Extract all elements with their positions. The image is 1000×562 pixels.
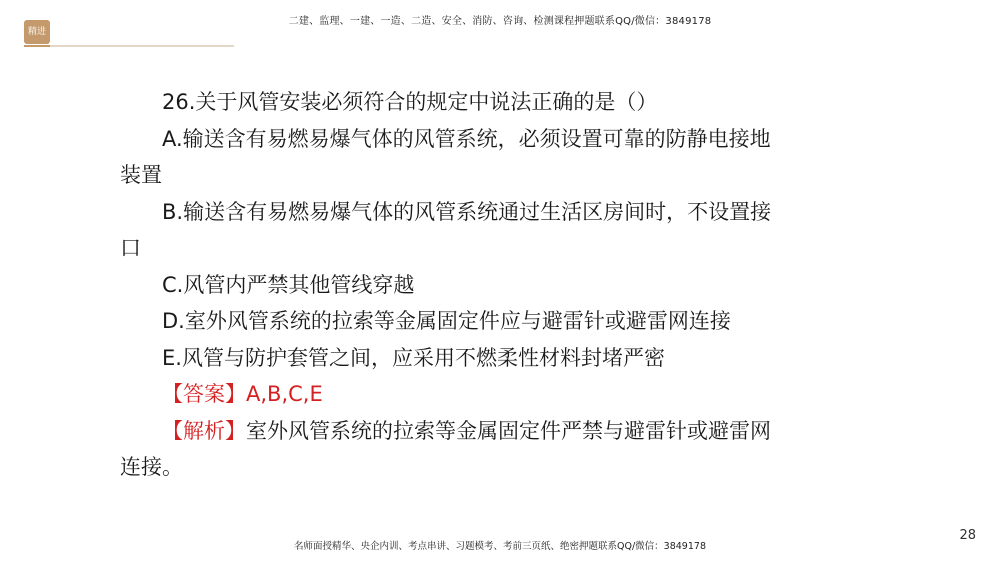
answer-value: A,B,C,E — [246, 382, 323, 406]
footer-promo-text: 名师面授精华、央企内训、考点串讲、习题模考、考前三页纸、绝密押题联系QQ/微信：3849178 — [294, 541, 706, 552]
option-e: E.风管与防护套管之间，应采用不燃柔性材料封堵严密 — [162, 345, 665, 370]
logo: 精进 — [24, 20, 50, 44]
option-a-line1: A.输送含有易燃易爆气体的风管系统，必须设置可靠的防静电接地 — [162, 126, 771, 151]
header-divider — [24, 45, 234, 47]
option-a-line2: 装置 — [120, 163, 162, 187]
question-stem: 26.关于风管安装必须符合的规定中说法正确的是（） — [162, 90, 658, 114]
option-d: D.室外风管系统的拉索等金属固定件应与避雷针或避雷网连接 — [162, 309, 731, 333]
page-number: 28 — [959, 528, 976, 543]
option-b-line2: 口 — [120, 236, 141, 260]
question-content — [120, 84, 820, 486]
analysis-line2: 连接。 — [120, 455, 183, 479]
analysis-label: 【解析】 — [162, 418, 246, 443]
option-c: C.风管内严禁其他管线穿越 — [162, 272, 415, 297]
option-b-line1: B.输送含有易燃易爆气体的风管系统通过生活区房间时，不设置接 — [162, 199, 772, 224]
header-divider-accent — [24, 45, 50, 47]
answer-line — [120, 376, 820, 413]
header-promo-text: 二建、监理、一建、一造、二造、安全、消防、咨询、检测课程押题联系QQ/微信：3849178 — [288, 16, 712, 27]
analysis-line1 — [120, 413, 820, 450]
answer-label: 【答案】 — [162, 382, 246, 406]
analysis-text-line1: 室外风管系统的拉索等金属固定件严禁与避雷针或避雷网 — [246, 418, 771, 443]
